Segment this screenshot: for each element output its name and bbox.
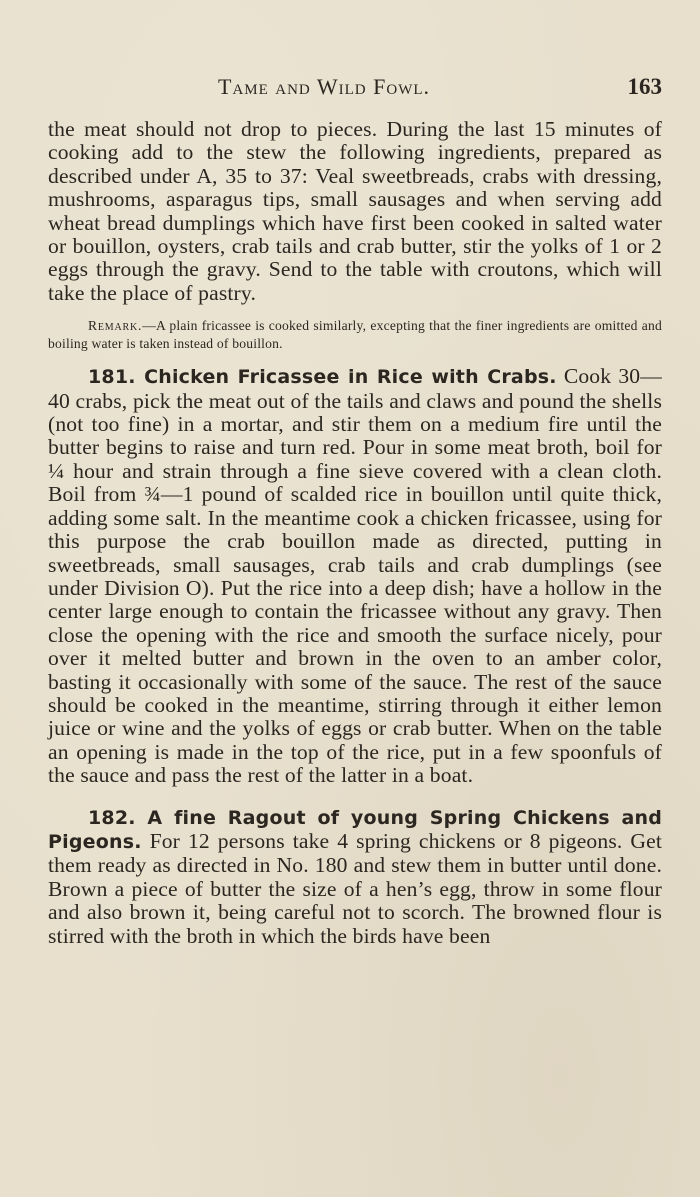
recipe-182-text: For 12 persons take 4 spring chickens or 8 pigeons. Get them ready as directed in No. 180 and stew them in butter until done. Brown a piece of butter the size of a hen’s egg, throw in some flour and also brown it, being careful not to scorch. The browned flour is stirred with the broth in which the birds have been xyxy=(48,828,662,948)
recipe-182 xyxy=(48,806,662,948)
recipe-181-text: Cook 30—40 crabs, pick the meat out of the tails and claws and pound the shells (not too fine) in a mortar, and stir them on a medium fire until the butter begins to raise and turn red. Pour in some meat broth, boil for ¼ hour and strain through a fine sieve covered with a clean cloth. Boil from ¾—1 pound of scalded rice in bouillon until quite thick, adding some salt. In the meantime cook a chicken fricassee, using for this purpose the crab bouillon made as directed, putting in sweetbreads, small sausages, crab tails and crab dumplings (see under Division O). Put the rice into a deep dish; have a hollow in the center large enough to contain the fricassee without any gravy. Then close the opening with the rice and smooth the surface nicely, pour over it melted butter and brown in the oven to an amber color, basting it occasionally with some of the sauce. The rest of the sauce should be cooked in the meantime, stirring through it either lemon juice or wine and the yolks of eggs or crab butter. When on the table an opening is made in the top of the rice, put in a few spoonfuls of the sauce and pass the rest of the latter in a boat. xyxy=(48,364,662,788)
remark-label: Remark. xyxy=(88,318,143,334)
running-head xyxy=(48,74,662,106)
running-title: Tame and Wild Fowl. xyxy=(218,74,431,99)
page-number: 163 xyxy=(627,74,662,99)
recipe-181-heading: 181. Chicken Fricassee in Rice with Crabs. xyxy=(88,366,557,389)
page-body xyxy=(48,118,662,948)
continuation-paragraph: the meat should not drop to pieces. During the last 15 minutes of cooking add to the stew the following ingredients, prepared as described under A, 35 to 37: Veal sweetbreads, crabs with dressing, mushrooms, asparagus tips, small sausages and when serving add wheat bread dumplings which have first been cooked in salted water or bouillon, oysters, crab tails and crab butter, stir the yolks of 1 or 2 eggs through the gravy. Send to the table with croutons, which will take the place of pastry. xyxy=(48,117,662,305)
recipe-182-heading: 182. A fine Ragout of young Spring Chickens and Pigeons. xyxy=(48,806,662,853)
recipe-181 xyxy=(48,365,662,787)
remark-paragraph xyxy=(48,317,662,353)
remark-text: —A plain fricassee is cooked similarly, excepting that the finer ingredients are omitted and boiling water is taken instead of bouillon. xyxy=(48,318,662,352)
